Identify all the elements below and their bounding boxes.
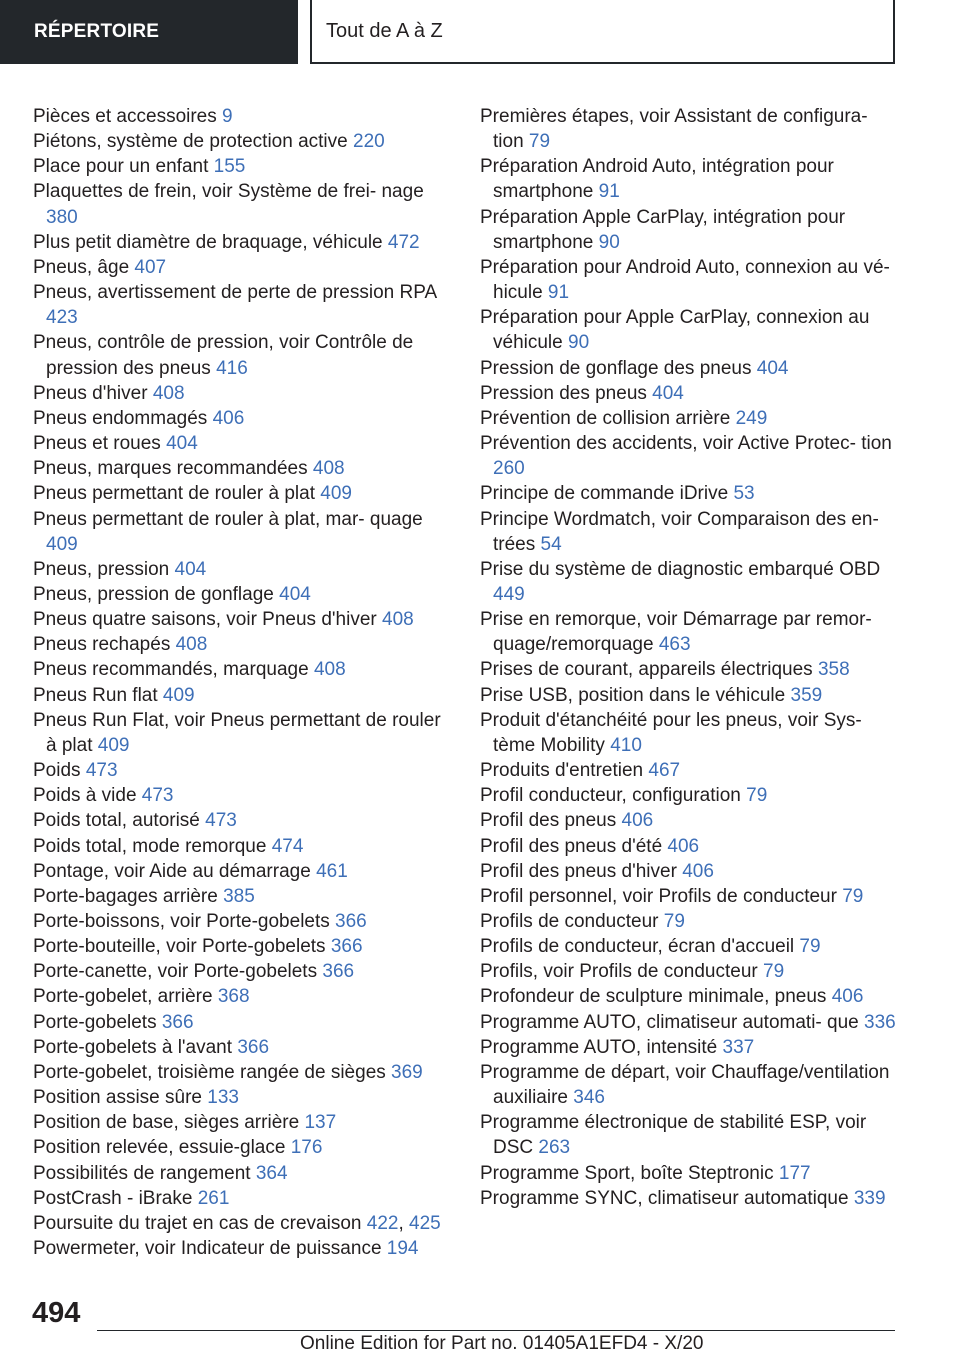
index-entry <box>33 1161 451 1186</box>
index-term: Porte-gobelet, troisième rangée de sièges <box>33 1061 392 1083</box>
page-reference-link[interactable]: 366 <box>322 961 355 983</box>
page-reference-link[interactable]: 369 <box>391 1061 423 1083</box>
index-entry <box>33 984 451 1009</box>
index-term: Principe de commande iDrive <box>480 483 734 505</box>
page-reference-link[interactable]: 263 <box>538 1137 571 1159</box>
page-reference-link[interactable]: 177 <box>778 1162 811 1184</box>
index-column-left <box>33 104 451 1261</box>
index-term: Produit d'étanchéité pour les pneus, voir Sys- tème Mobility <box>480 709 862 756</box>
index-term: Pneus, marques recommandées <box>33 458 313 480</box>
page-reference-link[interactable]: 409 <box>320 483 352 505</box>
page-reference-link[interactable]: 79 <box>799 936 821 958</box>
index-entry <box>33 456 451 481</box>
index-entry <box>33 1110 451 1135</box>
index-term: Pneus et roues <box>33 433 167 455</box>
index-entry <box>480 406 900 431</box>
page-reference-link[interactable]: 473 <box>85 760 118 782</box>
index-entry <box>480 1110 900 1160</box>
page-reference-link[interactable]: 364 <box>255 1162 288 1184</box>
index-term: Prévention des accidents, voir Active Protec- tion <box>480 433 892 455</box>
index-entry <box>33 1035 451 1060</box>
page-reference-link[interactable]: 336 <box>864 1011 896 1033</box>
index-term: Principe Wordmatch, voir Comparaison des en- trées <box>480 508 879 555</box>
index-term: Profil des pneus <box>480 810 622 832</box>
page-reference-link[interactable]: 423 <box>46 307 78 329</box>
page-reference-link[interactable]: 54 <box>540 533 562 555</box>
page-separator: , <box>398 1212 410 1234</box>
page-reference-link[interactable]: 366 <box>161 1011 194 1033</box>
index-entry <box>480 607 900 657</box>
page-reference-link[interactable]: 409 <box>97 734 130 756</box>
index-term: Pneus permettant de rouler à plat, mar- quage <box>33 508 423 530</box>
index-entry <box>33 909 451 934</box>
page-reference-link[interactable]: 408 <box>312 458 345 480</box>
page-reference-link[interactable]: 406 <box>212 407 245 429</box>
index-entry <box>480 1035 900 1060</box>
index-term: Produits d'entretien <box>480 760 649 782</box>
page-reference-link[interactable]: 79 <box>763 961 785 983</box>
index-term: Prise du système de diagnostic embarqué OBD <box>480 558 881 580</box>
index-entry <box>480 984 900 1009</box>
index-entry <box>33 632 451 657</box>
index-entry <box>480 507 900 557</box>
page-reference-link[interactable]: 176 <box>290 1137 323 1159</box>
page-reference-link[interactable]: 385 <box>223 885 255 907</box>
index-term: Profils de conducteur <box>480 911 664 932</box>
page-reference-link[interactable]: 473 <box>205 810 237 832</box>
page-reference-link[interactable]: 408 <box>382 609 414 631</box>
page-reference-link[interactable]: 408 <box>313 659 346 681</box>
page-reference-link[interactable]: 79 <box>663 911 685 932</box>
index-term: Pression de gonflage des pneus <box>480 357 757 379</box>
index-term: Pontage, voir Aide au démarrage <box>33 860 317 882</box>
index-entry <box>33 808 451 833</box>
index-term: Profondeur de sculpture minimale, pneus <box>480 986 832 1008</box>
page-reference-link[interactable]: 9 <box>222 106 233 127</box>
page-reference-link[interactable]: 474 <box>271 835 304 857</box>
page-reference-link[interactable]: 79 <box>746 785 768 807</box>
index-entry <box>480 683 900 708</box>
index-term: Plus petit diamètre de braquage, véhicule <box>33 231 388 253</box>
index-entry <box>33 783 451 808</box>
page-reference-link[interactable]: 408 <box>152 382 185 404</box>
index-term: Porte-gobelets <box>33 1011 162 1033</box>
index-term: Profil conducteur, configuration <box>480 785 747 807</box>
index-term: Poursuite du trajet en cas de crevaison <box>33 1212 367 1234</box>
index-entry <box>480 381 900 406</box>
index-entry <box>33 230 451 255</box>
index-term: Programme Sport, boîte Steptronic <box>480 1162 779 1184</box>
index-entry <box>33 406 451 431</box>
index-term: Position assise sûre <box>33 1087 208 1109</box>
index-term: Pneus Run flat <box>33 684 163 706</box>
index-term: Préparation Android Auto, intégration pour smartphone <box>480 156 834 203</box>
index-term: Pneus, âge <box>33 256 135 278</box>
page-reference-link[interactable]: 261 <box>197 1187 230 1209</box>
page-reference-link[interactable]: 366 <box>330 936 363 958</box>
page-reference-link[interactable]: 407 <box>134 256 167 278</box>
index-entry <box>33 959 451 984</box>
index-term: Piétons, système de protection active <box>33 131 353 153</box>
index-entry <box>480 1060 900 1110</box>
page-reference-link[interactable]: 406 <box>682 860 714 882</box>
page-reference-link[interactable]: 406 <box>667 835 700 857</box>
index-term: Possibilités de rangement <box>33 1162 256 1184</box>
index-term: Poids <box>33 760 86 782</box>
page-reference-link[interactable]: 260 <box>493 458 525 480</box>
page-reference-link[interactable]: 133 <box>207 1087 239 1109</box>
index-entry <box>480 859 900 884</box>
page-reference-link[interactable]: 425 <box>409 1212 441 1234</box>
index-term: Porte-bagages arrière <box>33 885 224 907</box>
index-term: Pièces et accessoires <box>33 106 223 127</box>
page-reference-link[interactable]: 404 <box>174 558 207 580</box>
index-entry <box>480 657 900 682</box>
index-entry <box>480 959 900 984</box>
index-entry <box>33 1060 451 1085</box>
index-entry <box>480 431 900 481</box>
index-entry <box>480 1161 900 1186</box>
index-term: Pneus quatre saisons, voir Pneus d'hiver <box>33 609 382 631</box>
index-term: Prise en remorque, voir Démarrage par remor- quage/remorquage <box>480 609 872 656</box>
page-reference-link[interactable]: 90 <box>568 332 590 354</box>
index-term: Pneus, pression <box>33 558 175 580</box>
index-entry <box>33 683 451 708</box>
page-reference-link[interactable]: 194 <box>386 1238 419 1260</box>
index-entry <box>480 481 900 506</box>
index-entry <box>33 582 451 607</box>
page-reference-link[interactable]: 409 <box>162 684 195 706</box>
page-reference-link[interactable]: 337 <box>722 1036 755 1058</box>
page-reference-link[interactable]: 90 <box>598 231 620 253</box>
index-entry <box>480 783 900 808</box>
page-reference-link[interactable]: 406 <box>621 810 654 832</box>
index-entry <box>33 708 451 758</box>
index-entry <box>33 884 451 909</box>
chapter-title: Tout de A à Z <box>326 19 443 42</box>
index-entry <box>33 1085 451 1110</box>
index-entry <box>33 431 451 456</box>
page-reference-link[interactable]: 91 <box>598 181 620 203</box>
index-entry <box>33 179 451 229</box>
page-reference-link[interactable]: 422 <box>366 1212 399 1234</box>
index-term: Position relevée, essuie-glace <box>33 1137 291 1159</box>
index-term: PostCrash - iBrake <box>33 1187 198 1209</box>
index-term: Programme de départ, voir Chauffage/ventilation auxiliaire <box>480 1061 890 1109</box>
index-entry <box>33 1186 451 1211</box>
index-term: Place pour un enfant <box>33 156 214 178</box>
index-entry <box>480 557 900 607</box>
page-reference-link[interactable]: 404 <box>279 583 311 605</box>
index-entry <box>480 708 900 758</box>
page-reference-link[interactable]: 346 <box>573 1087 605 1109</box>
index-term: Pneus permettant de rouler à plat <box>33 483 321 505</box>
page-number: 494 <box>32 1297 81 1329</box>
index-entry <box>33 1010 451 1035</box>
page-reference-link[interactable]: 461 <box>316 860 348 882</box>
page-reference-link[interactable]: 404 <box>652 382 684 404</box>
index-entry <box>33 1236 451 1261</box>
index-term: Pression des pneus <box>480 382 653 404</box>
index-entry <box>33 104 451 129</box>
index-term: Poids total, mode remorque <box>33 835 272 857</box>
index-term: Programme électronique de stabilité ESP, voir DSC <box>480 1112 867 1159</box>
index-term: Pneus d'hiver <box>33 382 153 404</box>
page-reference-link[interactable]: 449 <box>493 583 525 605</box>
index-entry <box>33 255 451 280</box>
index-term: Porte-gobelet, arrière <box>33 986 218 1008</box>
index-entry <box>33 859 451 884</box>
page-reference-link[interactable]: 404 <box>756 357 789 379</box>
index-term: Porte-bouteille, voir Porte-gobelets <box>33 936 331 958</box>
page-reference-link[interactable]: 380 <box>46 206 78 228</box>
section-tab[interactable] <box>0 0 298 64</box>
index-entry <box>480 1010 900 1035</box>
index-term: Powermeter, voir Indicateur de puissance <box>33 1238 387 1260</box>
index-entry <box>33 381 451 406</box>
index-entry <box>480 104 900 154</box>
page-reference-link[interactable]: 404 <box>166 433 198 455</box>
index-term: Préparation pour Android Auto, connexion au vé- hicule <box>480 256 890 304</box>
index-entry <box>33 934 451 959</box>
index-term: Profils de conducteur, écran d'accueil <box>480 936 800 958</box>
page-reference-link[interactable]: 406 <box>831 986 864 1008</box>
page-reference-link[interactable]: 408 <box>175 634 208 656</box>
index-entry <box>33 330 451 380</box>
index-entry <box>33 1135 451 1160</box>
page-reference-link[interactable]: 472 <box>387 231 420 253</box>
page-reference-link[interactable]: 91 <box>547 282 570 304</box>
index-entry <box>480 1186 900 1211</box>
index-term: Poids à vide <box>33 785 142 807</box>
index-entry <box>480 934 900 959</box>
index-term: Porte-gobelets à l'avant <box>33 1036 238 1058</box>
index-entry <box>33 1211 451 1236</box>
page-reference-link[interactable]: 368 <box>217 986 250 1008</box>
index-entry <box>33 657 451 682</box>
page-reference-link[interactable]: 249 <box>735 407 768 429</box>
index-term: Prévention de collision arrière <box>480 407 736 429</box>
page-reference-link[interactable]: 463 <box>658 634 691 656</box>
index-term: Profils, voir Profils de conducteur <box>480 961 764 983</box>
index-entry <box>33 758 451 783</box>
index-term: Pneus endommagés <box>33 407 213 429</box>
page-reference-link[interactable]: 53 <box>733 483 755 505</box>
index-term: Porte-boissons, voir Porte-gobelets <box>33 911 336 932</box>
page-reference-link[interactable]: 137 <box>304 1112 337 1134</box>
section-label: RÉPERTOIRE <box>34 21 160 42</box>
index-entry <box>480 758 900 783</box>
page-reference-link[interactable]: 339 <box>853 1187 886 1209</box>
index-term: Préparation Apple CarPlay, intégration pour smartphone <box>480 206 846 253</box>
index-entry <box>33 481 451 506</box>
index-term: Position de base, sièges arrière <box>33 1112 305 1134</box>
index-term: Poids total, autorisé <box>33 810 206 832</box>
page-reference-link[interactable]: 409 <box>46 533 78 555</box>
index-entry <box>33 507 451 557</box>
index-term: Programme SYNC, climatiseur automatique <box>480 1187 854 1209</box>
edition-footer: Online Edition for Part no. 01405A1EFD4 - X/20 <box>300 1333 704 1354</box>
index-term: Prises de courant, appareils électriques <box>480 659 818 681</box>
index-term: Porte-canette, voir Porte-gobelets <box>33 961 323 983</box>
index-term: Profil personnel, voir Profils de conducteur <box>480 885 843 907</box>
index-term: Pneus, avertissement de perte de pression RPA <box>33 282 437 304</box>
index-entry <box>480 884 900 909</box>
index-entry <box>33 280 451 330</box>
index-entry <box>480 834 900 859</box>
page-reference-link[interactable]: 79 <box>528 131 551 153</box>
index-term: Programme AUTO, climatiseur automati- que <box>480 1011 865 1033</box>
footer-divider <box>97 1330 895 1331</box>
index-entry <box>33 607 451 632</box>
index-entry <box>480 808 900 833</box>
page-reference-link[interactable]: 359 <box>790 684 823 706</box>
index-column-right <box>480 104 900 1211</box>
index-entry <box>33 834 451 859</box>
index-term: Profil des pneus d'été <box>480 835 668 857</box>
index-entry <box>480 205 900 255</box>
page-reference-link[interactable]: 220 <box>353 131 385 153</box>
index-term: Pneus Run Flat, voir Pneus permettant de rouler à plat <box>33 709 441 756</box>
index-term: Préparation pour Apple CarPlay, connexion au véhicule <box>480 307 870 354</box>
page-reference-link[interactable]: 416 <box>216 357 248 379</box>
index-term: Profil des pneus d'hiver <box>480 860 683 882</box>
index-term: Pneus, pression de gonflage <box>33 583 280 605</box>
page-reference-link[interactable]: 155 <box>213 156 246 178</box>
page-reference-link[interactable]: 79 <box>842 885 864 907</box>
page-header <box>0 0 960 66</box>
index-term: Pneus rechapés <box>33 634 176 656</box>
page-reference-link[interactable]: 366 <box>237 1036 270 1058</box>
index-term: Pneus, contrôle de pression, voir Contrôle de pression des pneus <box>33 332 414 379</box>
page-reference-link[interactable]: 467 <box>648 760 681 782</box>
index-entry <box>480 305 900 355</box>
index-term: Programme AUTO, intensité <box>480 1036 723 1058</box>
index-entry <box>33 154 451 179</box>
index-entry <box>33 129 451 154</box>
index-term: Pneus recommandés, marquage <box>33 659 314 681</box>
page-reference-link[interactable]: 410 <box>610 734 642 756</box>
page-reference-link[interactable]: 473 <box>141 785 174 807</box>
index-term: Premières étapes, voir Assistant de configura- tion <box>480 106 868 153</box>
index-term: Prise USB, position dans le véhicule <box>480 684 791 706</box>
index-entry <box>480 356 900 381</box>
page-reference-link[interactable]: 366 <box>335 911 367 932</box>
index-entry <box>480 909 900 934</box>
index-entry <box>33 557 451 582</box>
page-reference-link[interactable]: 358 <box>817 659 850 681</box>
chapter-title-tab <box>310 0 895 64</box>
index-entry <box>480 154 900 204</box>
index-entry <box>480 255 900 305</box>
index-term: Plaquettes de frein, voir Système de frei- nage <box>33 181 424 203</box>
